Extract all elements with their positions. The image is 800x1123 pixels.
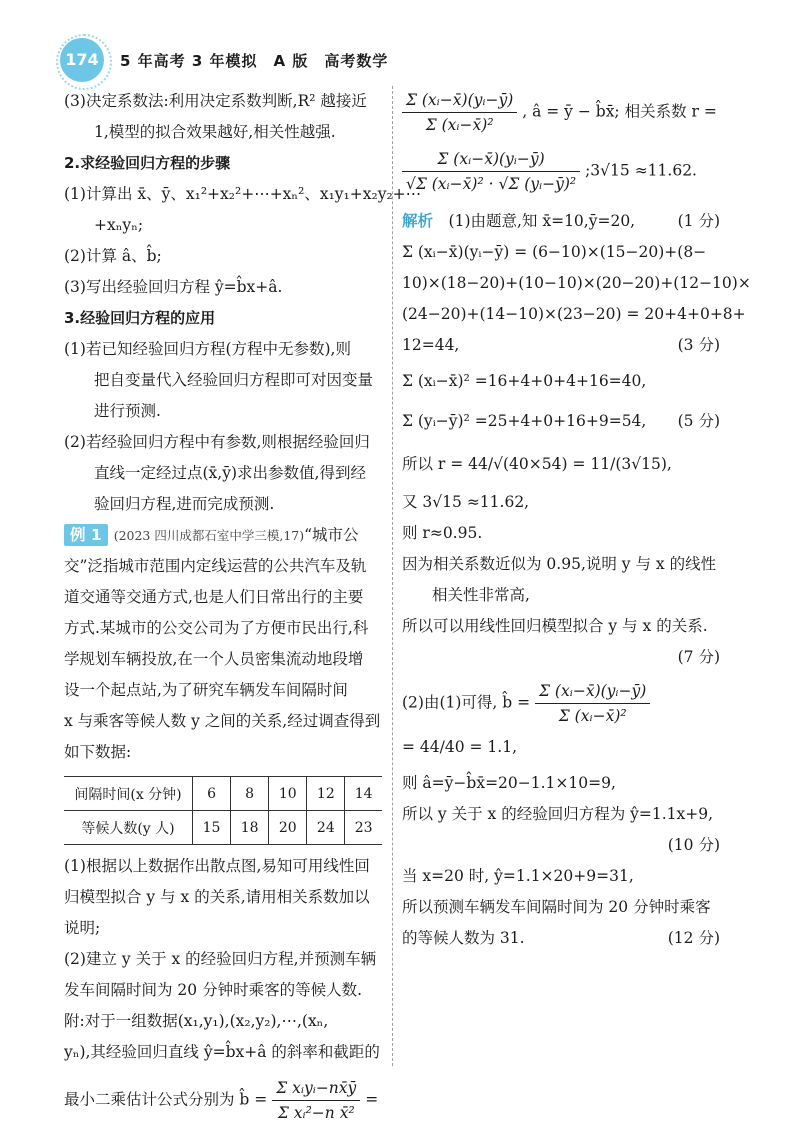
fraction-denominator: Σ xᵢ²−n x̄²	[277, 1104, 355, 1122]
text-line: 如下数据:	[64, 743, 132, 761]
table-row	[64, 777, 382, 811]
table-cell: 12	[307, 777, 345, 811]
text-line: 则 r≈0.95.	[402, 524, 483, 542]
text-line: 则 â=ȳ−b̂x̄=20−1.1×10=9,	[402, 774, 616, 792]
text-line: 附:对于一组数据(x₁,y₁),(x₂,y₂),⋯,(xₙ,	[64, 1012, 329, 1030]
formula-prefix: 最小二乘估计公式分别为 b̂ =	[64, 1090, 268, 1109]
text-line: (2)计算 â、b̂;	[64, 247, 162, 265]
fraction-denominator: Σ (xᵢ−x̄)²	[425, 116, 494, 134]
solution-line	[402, 206, 720, 237]
table-cell: 23	[345, 811, 382, 845]
text-line: yₙ),其经验回归直线 ŷ=b̂x+â 的斜率和截距的	[64, 1043, 380, 1061]
formula-prefix: (2)由(1)可得, b̂ =	[402, 693, 531, 712]
table-row-label: 间隔时间(x 分钟)	[64, 777, 193, 811]
text-line: Σ (xᵢ−x̄)(yᵢ−ȳ) = (6−10)×(15−20)+(8−	[402, 243, 707, 261]
text-line: 10)×(18−20)+(10−10)×(20−20)+(12−10)×	[402, 274, 751, 292]
text-line: 1,模型的拟合效果越好,相关性越强.	[94, 123, 336, 141]
text-line: (1)根据以上数据作出散点图,易知可用线性回	[64, 857, 370, 875]
table-row-label: 等候人数(y 人)	[64, 811, 193, 845]
fraction-denominator: Σ (xᵢ−x̄)²	[558, 707, 627, 725]
page-header	[60, 38, 760, 88]
text-line: 直线一定经过点(x̄,ȳ)求出参数值,得到经	[94, 464, 366, 482]
text-line: 方式.某城市的公交公司为了方便市民出行,科	[64, 619, 369, 637]
text-line: (3)写出经验回归方程 ŷ=b̂x+â.	[64, 278, 283, 296]
text-line: (2)建立 y 关于 x 的经验回归方程,并预测车辆	[64, 950, 377, 968]
fraction-numerator: Σ (xᵢ−x̄)(yᵢ−ȳ)	[437, 150, 545, 168]
text-line: 所以 y 关于 x 的经验回归方程为 ŷ=1.1x+9,	[402, 805, 714, 823]
column-divider	[392, 86, 393, 1066]
example-header	[64, 520, 382, 551]
data-table	[64, 776, 382, 845]
text: 的等候人数为 31.	[402, 929, 525, 947]
text-line: (3)决定系数法:利用决定系数判断,R² 越接近	[64, 92, 367, 110]
fraction-numerator: Σ xᵢyᵢ−nx̄ȳ	[276, 1079, 357, 1097]
example-label: 例 1	[64, 524, 108, 546]
formula-line	[402, 90, 720, 135]
text-line	[402, 330, 720, 361]
text-line	[402, 923, 720, 954]
formula-suffix: ;3√15 ≈11.62.	[585, 161, 697, 180]
score-note: (5 分)	[677, 412, 720, 430]
text-line: (1)计算出 x̄、ȳ、x₁²+x₂²+⋯+xₙ²、x₁y₁+x₂y₂+⋯	[64, 185, 422, 203]
score-note: (10 分)	[667, 836, 720, 854]
text-line: 验回归方程,进而完成预测.	[94, 495, 275, 513]
text-line: (1)若已知经验回归方程(方程中无参数),则	[64, 340, 351, 358]
table-cell: 8	[231, 777, 269, 811]
text-line: 设一个起点站,为了研究车辆发车间隔时间	[64, 681, 348, 699]
fraction	[272, 1078, 360, 1123]
table-cell: 6	[193, 777, 231, 811]
table-cell: 14	[345, 777, 382, 811]
section-heading: 2.求经验回归方程的步骤	[64, 154, 231, 172]
table-cell: 10	[269, 777, 307, 811]
table-cell: 15	[193, 811, 231, 845]
text-line: = 44/40 = 1.1,	[402, 738, 518, 756]
formula-line	[402, 681, 720, 726]
formula-line	[402, 149, 720, 194]
text-line: (24−20)+(14−10)×(23−20) = 20+4+0+8+	[402, 305, 746, 323]
text: 12=44,	[402, 336, 460, 354]
text-line: 所以预测车辆发车间隔时间为 20 分钟时乘客	[402, 898, 711, 916]
formula-suffix: =	[365, 1090, 379, 1109]
table-cell: 20	[269, 811, 307, 845]
book-title: 5 年高考 3 年模拟 A 版 高考数学	[120, 52, 389, 70]
table-cell: 24	[307, 811, 345, 845]
fraction	[535, 681, 650, 726]
text-line: 把自变量代入经验回归方程即可对因变量	[94, 371, 374, 389]
fraction-numerator: Σ (xᵢ−x̄)(yᵢ−ȳ)	[406, 91, 514, 109]
text-line: Σ (xᵢ−x̄)² =16+4+0+4+16=40,	[402, 372, 647, 390]
table-cell: 18	[231, 811, 269, 845]
score-note: (7 分)	[677, 648, 720, 666]
text-line: 所以可以用线性回归模型拟合 y 与 x 的关系.	[402, 617, 708, 635]
text-line: 相关性非常高,	[432, 586, 530, 604]
example-text: “城市公	[304, 526, 359, 544]
text-line: 又 3√15 ≈11.62,	[402, 493, 530, 511]
fraction	[402, 149, 580, 194]
text-line: +xₙyₙ;	[94, 216, 144, 234]
text-line: 发车间隔时间为 20 分钟时乘客的等候人数.	[64, 981, 363, 999]
text-line: 因为相关系数近似为 0.95,说明 y 与 x 的线性	[402, 555, 717, 573]
text-line: 道交通等交通方式,也是人们日常出行的主要	[64, 588, 364, 606]
text-line: 学规划车辆投放,在一个人员密集流动地段增	[64, 650, 364, 668]
text: (1)由题意,知 x̄=10,ȳ=20,	[448, 212, 636, 230]
formula-line	[64, 1078, 382, 1123]
score-note: (12 分)	[667, 929, 720, 947]
section-heading: 3.经验回归方程的应用	[64, 309, 216, 327]
table-row	[64, 811, 382, 845]
text-line: x 与乘客等候人数 y 之间的关系,经过调查得到	[64, 712, 381, 730]
example-source: (2023 四川成都石室中学三模,17)	[113, 528, 305, 543]
text-line	[402, 401, 720, 441]
text-line: 交”泛指城市范围内定线运营的公共汽车及轨	[64, 557, 367, 575]
text-line: 说明;	[64, 919, 101, 937]
fraction	[402, 90, 517, 135]
solution-label: 解析	[402, 212, 434, 230]
right-column	[402, 86, 751, 954]
fraction-denominator: √Σ (xᵢ−x̄)² · √Σ (yᵢ−ȳ)²	[406, 175, 577, 193]
fraction-numerator: Σ (xᵢ−x̄)(yᵢ−ȳ)	[539, 682, 647, 700]
text-line: 所以 r = 44/√(40×54) = 11/(3√15),	[402, 455, 672, 473]
formula-suffix: , â = ȳ − b̂x̄; 相关系数 r =	[522, 102, 717, 121]
text-line: (2)若经验回归方程中有参数,则根据经验回归	[64, 433, 370, 451]
text-line: 进行预测.	[94, 402, 161, 420]
text-line: 当 x=20 时, ŷ=1.1×20+9=31,	[402, 867, 634, 885]
page-number: 174	[60, 38, 104, 82]
score-note: (3 分)	[677, 336, 720, 354]
score-note: (1 分)	[677, 212, 720, 230]
text: Σ (yᵢ−ȳ)² =25+4+0+16+9=54,	[402, 412, 647, 430]
text-line: 归模型拟合 y 与 x 的关系,请用相关系数加以	[64, 888, 370, 906]
